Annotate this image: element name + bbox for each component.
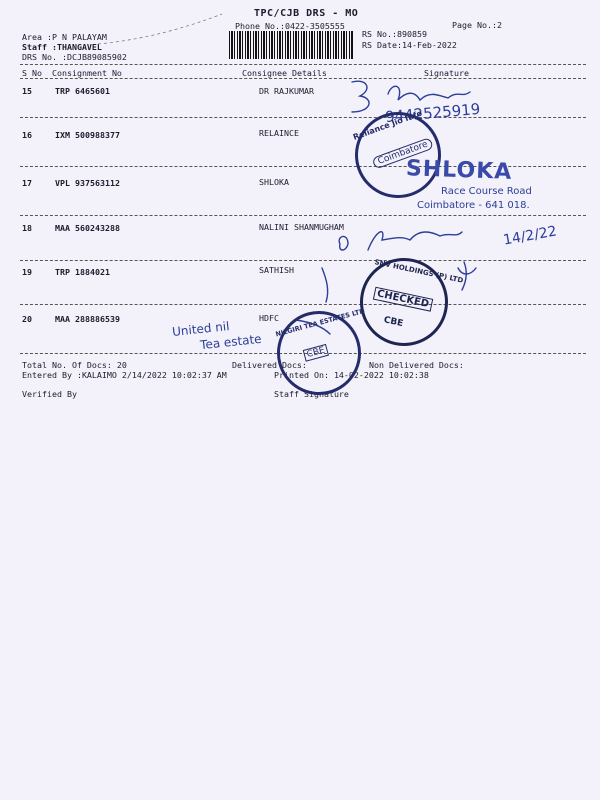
handwritten-united-1: United nil [171,319,231,339]
signature-row15 [388,86,470,100]
signature-row15 [352,81,369,112]
row-consignment: TRP 1884021 [55,267,110,277]
row-sno: 18 [22,223,32,233]
row-consignee: SHLOKA [259,177,289,187]
page-number: Page No.:2 [452,20,502,30]
row-consignee: HDFC [259,313,279,323]
nilgiri-stamp-center: CBE [303,344,329,362]
area: Area :P N PALAYAM [22,32,107,42]
reliance-stamp-ring: Reliance Jio Info [351,108,424,142]
row-sno: 17 [22,178,32,188]
row-consignee: RELAINCE [259,128,299,138]
signature-row19 [322,268,328,302]
printed-on: Printed On: 14-02-2022 10:02:38 [274,370,429,380]
nilgiri-stamp-ring: NILGIRI TEA ESTATES LTD [274,306,366,339]
handwritten-phone: 9442525919 [384,99,482,127]
total-docs: Total No. Of Docs: 20 [22,360,127,370]
signature-row18 [368,232,462,250]
signature-row18 [339,236,348,250]
row-consignment: IXM 500988377 [55,130,120,140]
non-delivered-docs: Non Delivered Docs: [369,360,464,370]
verified-by: Verified By [22,389,77,399]
col-consignment: Consignment No [52,68,122,78]
col-signature: Signature [424,68,469,78]
row-consignment: VPL 937563112 [55,178,120,188]
shloka-stamp-addr1: Race Course Road [441,186,532,197]
staff: Staff :THANGAVEL [22,42,102,52]
row-consignee: DR RAJKUMAR [259,86,314,96]
shloka-stamp-addr2: Coimbatore - 641 018. [417,200,530,211]
drs-number: DRS No. :DCJB89085902 [22,52,127,62]
row-sno: 19 [22,267,32,277]
phone-number: Phone No.:0422-3505555 [235,21,345,31]
shloka-stamp-name: SHLOKA [405,156,513,185]
snv-stamp-bottom: CBE [382,315,405,330]
staff-signature: Staff Signature [274,389,349,399]
row-sno: 15 [22,86,32,96]
row-sno: 20 [22,314,32,324]
handwritten-date: 14/2/22 [502,223,558,249]
snv-stamp-center: CHECKED [373,287,433,312]
col-sno: S No [22,68,42,78]
row-consignment: TRP 6465601 [55,86,110,96]
row-consignee: SATHISH [259,265,294,275]
entered-by: Entered By :KALAIMO 2/14/2022 10:02:37 AM [22,370,227,380]
row-consignment: MAA 288886539 [55,314,120,324]
document-title: TPC/CJB DRS - MO [254,8,359,19]
rs-number: RS No.:890859 [362,29,427,39]
reliance-stamp-center: Coimbatore [372,137,435,170]
handwritten-united-2: Tea estate [199,331,263,353]
row-consignment: MAA 560243288 [55,223,120,233]
delivered-docs: Delivered Docs: [232,360,307,370]
rs-date: RS Date:14-Feb-2022 [362,40,457,50]
col-consignee: Consignee Details [242,68,327,78]
row-consignee: NALINI SHANMUGHAM [259,222,344,232]
snv-stamp-ring: SNV HOLDINGS (P) LTD [373,258,464,285]
row-sno: 16 [22,130,32,140]
